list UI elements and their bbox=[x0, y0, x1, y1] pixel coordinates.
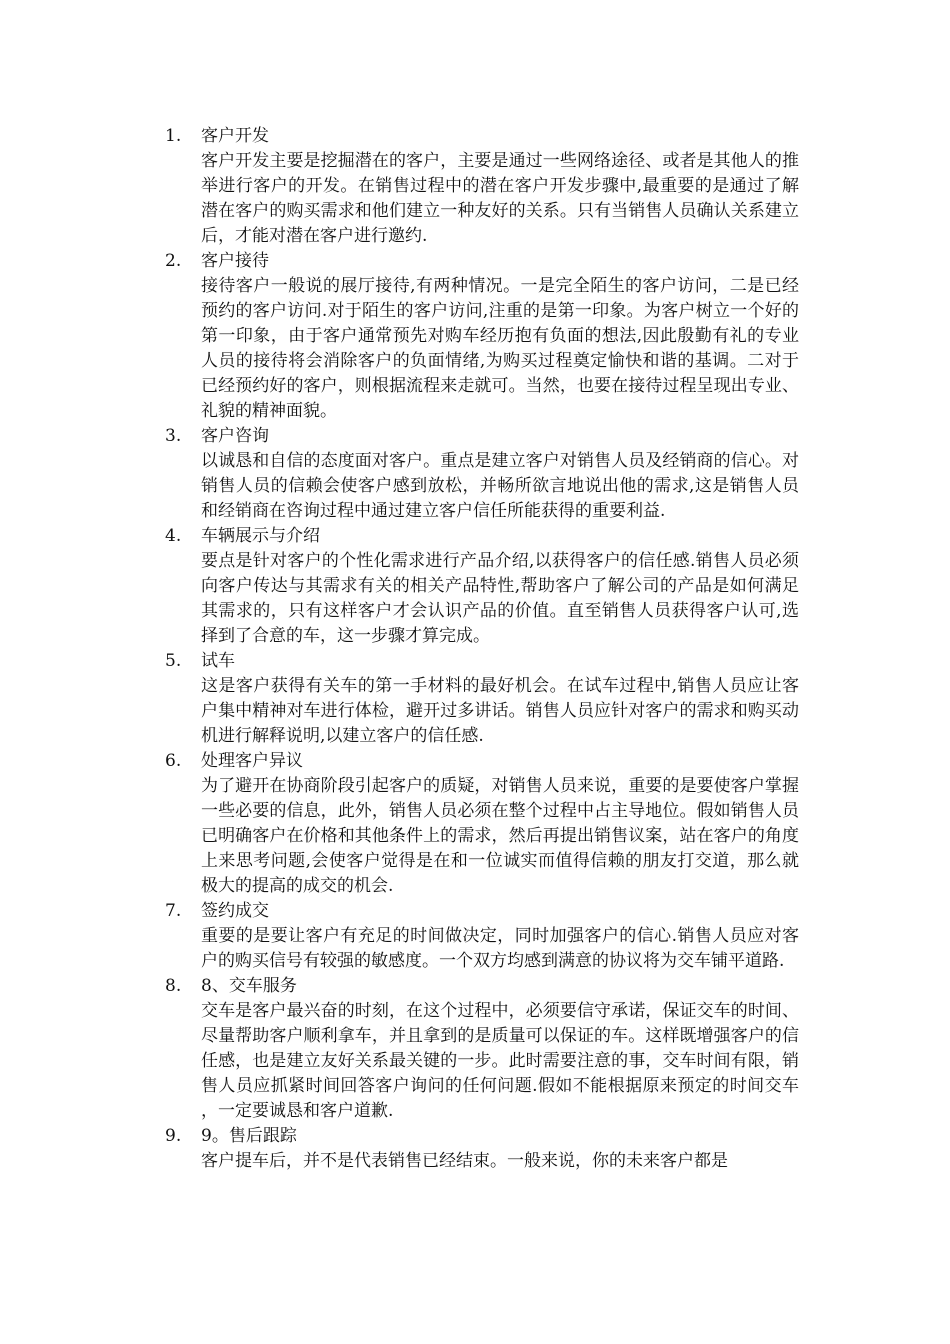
item-number: 8. bbox=[165, 976, 182, 996]
item-number: 3. bbox=[165, 426, 182, 446]
item-paragraph: 客户提车后，并不是代表销售已经结束。一般来说，你的未来客户都是 bbox=[201, 1151, 728, 1171]
item-number: 2. bbox=[165, 251, 182, 271]
item-number: 6. bbox=[165, 751, 182, 771]
item-title: 客户接待 bbox=[201, 251, 269, 271]
item-paragraph: 要点是针对客户的个性化需求进行产品介绍,以获得客户的信任感.销售人员必须向客户传达与其需求有关的相关产品特性,帮助客户了解公司的产品是如何满足其需求的，只有这样客户才会认识产品的价值。直至销售人员获得客户认可,选择到了合意的车，这一步骤才算完成。 bbox=[201, 551, 799, 646]
item-number: 9. bbox=[165, 1126, 182, 1146]
item-title: 9。售后跟踪 bbox=[201, 1126, 297, 1146]
item-paragraph: 为了避开在协商阶段引起客户的质疑，对销售人员来说，重要的是要使客户掌握一些必要的信息，此外，销售人员必须在整个过程中占主导地位。假如销售人员已明确客户在价格和其他条件上的需求，然后再提出销售议案，站在客户的角度上来思考问题,会使客户觉得是在和一位诚实而值得信赖的朋友打交道，那么就极大的提高的成交的机会. bbox=[201, 776, 799, 896]
item-paragraph: 重要的是要让客户有充足的时间做决定，同时加强客户的信心.销售人员应对客户的购买信号有较强的敏感度。一个双方均感到满意的协议将为交车铺平道路. bbox=[201, 926, 799, 971]
item-title: 客户咨询 bbox=[201, 426, 269, 446]
item-title: 客户开发 bbox=[201, 126, 269, 146]
item-number: 4. bbox=[165, 526, 182, 546]
list-item bbox=[165, 649, 810, 749]
list-item bbox=[165, 899, 810, 974]
list-item bbox=[165, 524, 810, 649]
item-title: 处理客户异议 bbox=[201, 751, 303, 771]
item-title: 8、交车服务 bbox=[201, 976, 297, 996]
numbered-list bbox=[165, 124, 810, 1174]
item-number: 1. bbox=[165, 126, 182, 146]
item-paragraph: 交车是客户最兴奋的时刻，在这个过程中，必须要信守承诺，保证交车的时间、尽量帮助客户顺利拿车，并且拿到的是质量可以保证的车。这样既增强客户的信任感，也是建立友好关系最关键的一步。此时需要注意的事，交车时间有限，销售人员应抓紧时间回答客户询问的任何问题.假如不能根据原来预定的时间交车，一定要诚恳和客户道歉. bbox=[201, 1001, 799, 1121]
list-item bbox=[165, 424, 810, 524]
list-item bbox=[165, 249, 810, 424]
item-number: 5. bbox=[165, 651, 182, 671]
list-item bbox=[165, 974, 810, 1124]
item-title: 签约成交 bbox=[201, 901, 269, 921]
item-number: 7. bbox=[165, 901, 182, 921]
item-paragraph: 这是客户获得有关车的第一手材料的最好机会。在试车过程中,销售人员应让客户集中精神对车进行体检，避开过多讲话。销售人员应针对客户的需求和购买动机进行解释说明,以建立客户的信任感. bbox=[201, 676, 799, 746]
item-title: 车辆展示与介绍 bbox=[201, 526, 320, 546]
list-item bbox=[165, 124, 810, 249]
list-item bbox=[165, 749, 810, 899]
item-paragraph: 接待客户一般说的展厅接待,有两种情况。一是完全陌生的客户访问，二是已经预约的客户访问.对于陌生的客户访问,注重的是第一印象。为客户树立一个好的第一印象，由于客户通常预先对购车经历抱有负面的想法,因此殷勤有礼的专业人员的接待将会消除客户的负面情绪,为购买过程奠定愉快和谐的基调。二对于已经预约好的客户，则根据流程来走就可。当然，也要在接待过程呈现出专业、礼貌的精神面貌。 bbox=[201, 276, 799, 421]
item-title: 试车 bbox=[201, 651, 235, 671]
item-paragraph: 以诚恳和自信的态度面对客户。重点是建立客户对销售人员及经销商的信心。对销售人员的信赖会使客户感到放松，并畅所欲言地说出他的需求,这是销售人员和经销商在咨询过程中通过建立客户信任所能获得的重要利益. bbox=[201, 451, 799, 521]
item-paragraph: 客户开发主要是挖掘潜在的客户，主要是通过一些网络途径、或者是其他人的推举进行客户的开发。在销售过程中的潜在客户开发步骤中,最重要的是通过了解潜在客户的购买需求和他们建立一种友好的关系。只有当销售人员确认关系建立后，才能对潜在客户进行邀约. bbox=[201, 151, 799, 246]
list-item bbox=[165, 1124, 810, 1174]
